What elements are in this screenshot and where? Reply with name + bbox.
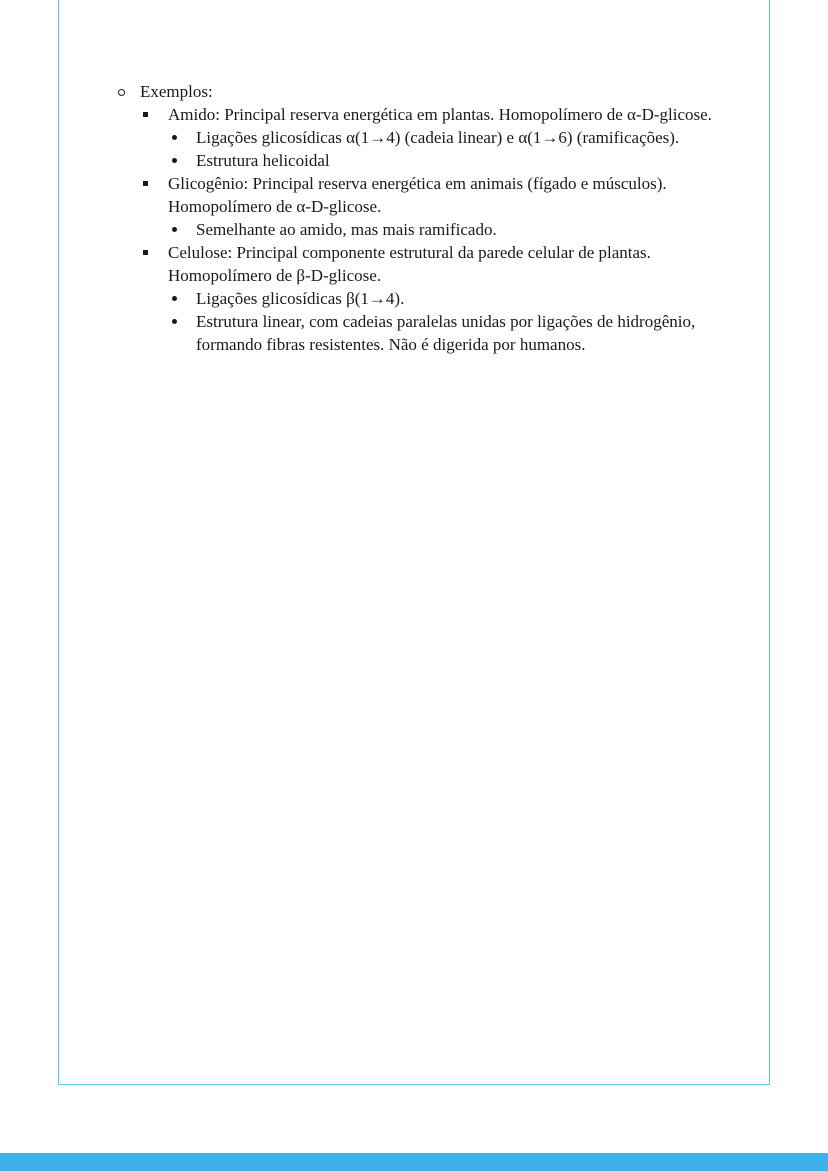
list-item-exemplos	[116, 80, 756, 356]
list-item-glicogenio	[140, 172, 756, 241]
square-bullet-icon	[143, 181, 148, 186]
sub-item-text: Ligações glicosídicas β(1→4).	[196, 289, 405, 308]
sub-list-item	[168, 149, 756, 172]
outline-list	[116, 80, 756, 356]
item-text: Amido: Principal reserva energética em plantas. Homopolímero de α-D-glicose.	[168, 105, 712, 124]
sub-list-item	[168, 287, 756, 310]
examples-list	[140, 103, 756, 356]
sub-list	[168, 126, 756, 172]
dot-bullet-icon	[172, 296, 177, 301]
sub-list-item	[168, 126, 756, 149]
sub-item-text: Semelhante ao amido, mas mais ramificado.	[196, 220, 497, 239]
sub-list	[168, 287, 756, 356]
sub-item-text: Estrutura helicoidal	[196, 151, 330, 170]
footer-bar	[0, 1153, 828, 1171]
sub-list	[168, 218, 756, 241]
dot-bullet-icon	[172, 135, 177, 140]
list-item-celulose	[140, 241, 756, 356]
sub-item-text: Ligações glicosídicas α(1→4) (cadeia linear) e α(1→6) (ramificações).	[196, 128, 680, 147]
section-label: Exemplos:	[140, 82, 213, 101]
sub-list-item	[168, 218, 756, 241]
square-bullet-icon	[143, 250, 148, 255]
circle-bullet-icon	[118, 89, 125, 96]
document-body	[116, 80, 756, 356]
item-text: Glicogênio: Principal reserva energética em animais (fígado e músculos). Homopolímero de α-D-glicose.	[168, 174, 667, 216]
item-text: Celulose: Principal componente estrutural da parede celular de plantas. Homopolímero de β-D-glicose.	[168, 243, 651, 285]
dot-bullet-icon	[172, 227, 177, 232]
sub-list-item	[168, 310, 756, 356]
dot-bullet-icon	[172, 319, 177, 324]
square-bullet-icon	[143, 112, 148, 117]
sub-item-text: Estrutura linear, com cadeias paralelas unidas por ligações de hidrogênio, formando fibras resistentes. Não é digerida por humanos.	[196, 312, 696, 354]
dot-bullet-icon	[172, 158, 177, 163]
list-item-amido	[140, 103, 756, 172]
